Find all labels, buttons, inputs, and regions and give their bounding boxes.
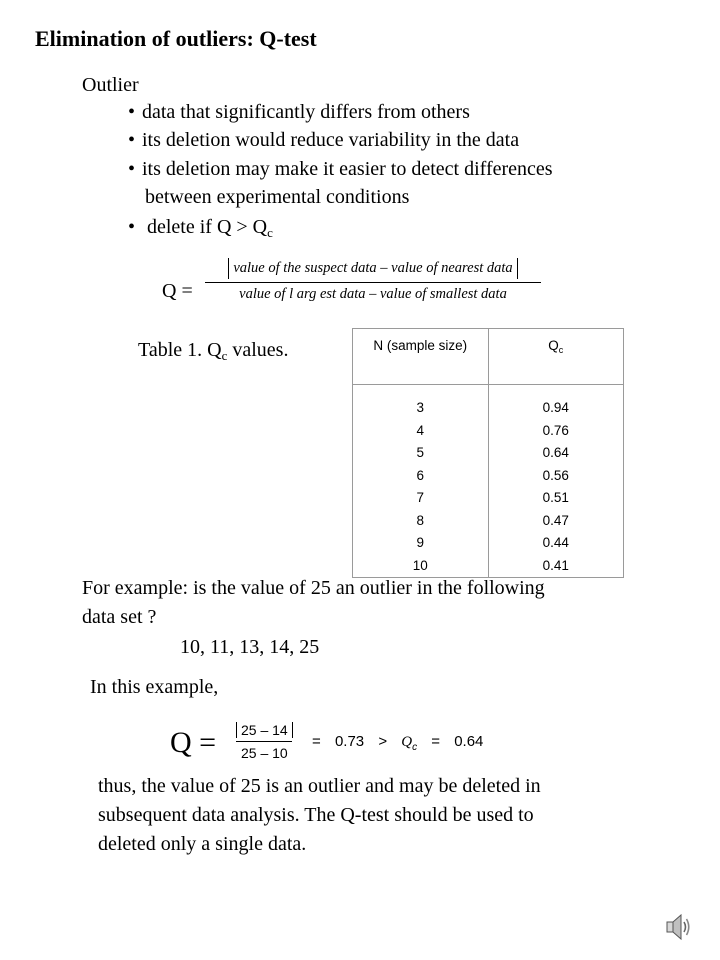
fraction-bar [205,282,541,283]
bullet-text: its deletion would reduce variability in the data [142,129,520,151]
equals-sign: = [431,733,441,750]
qc-symbol: Q [401,734,413,750]
q-formula-label: Q = [162,280,193,302]
table-header-row [353,329,624,385]
conclusion-line: deleted only a single data. [98,833,307,855]
qc-value: 0.56 [542,467,569,483]
qc-value: 0.47 [542,512,569,528]
n-value: 6 [416,467,424,483]
greater-than-sign: > [378,733,388,750]
qc-value: 0.41 [542,557,569,573]
fraction-bar [236,741,292,742]
n-value: 4 [416,422,424,438]
n-value: 8 [416,512,424,528]
example-question-cont: data set ? [82,606,157,628]
example-data-set: 10, 11, 13, 14, 25 [180,636,320,658]
subscript-c: c [558,345,564,355]
bullet-item: • delete if $Q > Q_c$ [128,216,273,240]
bullet-text: delete if Q > Q [142,216,268,238]
formula-numerator: value of the suspect data – value of nearest data [228,258,517,279]
outlier-heading: Outlier [82,74,139,96]
header-n: N (sample size) [353,329,489,385]
header-qc [488,329,624,385]
qc-value: 0.64 [542,445,569,460]
qc-value: 0.51 [542,490,569,505]
qc-value: 0.76 [542,422,569,438]
conclusion-line: subsequent data analysis. The Q-test should be used to [98,804,534,826]
caption-suffix: values. [227,339,289,361]
table-row [353,385,624,578]
example-result [312,733,493,753]
n-value: 3 [416,400,424,415]
n-value: 10 [412,557,428,573]
subscript-c: c [221,348,228,363]
example-numerator: 25 – 14 [236,722,293,738]
example-fraction [236,722,293,761]
conclusion-line: thus, the value of 25 is an outlier and may be deleted in [98,775,541,797]
table-caption [138,339,288,364]
qc-values-cell [488,385,624,578]
n-value: 5 [416,445,424,460]
example-qc-value: 0.64 [454,733,484,750]
qc-values-table [352,328,624,578]
example-denominator: 25 – 10 [241,745,288,762]
n-values-cell [353,385,489,578]
qc-value: 0.94 [542,400,569,415]
formula-denominator: value of l arg est data – value of smallest data [239,286,507,303]
example-intro: In this example, [90,676,219,698]
header-q-text: Q [548,338,559,353]
caption-text: Table 1. Q [138,339,222,361]
example-question: For example: is the value of 25 an outlier in the following [82,577,545,599]
bullet-continuation: between experimental conditions [145,186,410,208]
equals-sign: = [312,733,321,750]
speaker-icon[interactable] [666,912,692,942]
example-q-value: 0.73 [334,733,365,750]
bullet-item: • its deletion may make it easier to detect differences [128,158,553,180]
n-value: 7 [416,490,424,505]
subscript-c: c [267,225,273,240]
example-q-label: Q = [170,726,217,759]
bullet-text: its deletion may make it easier to detect differences [142,158,553,180]
bullet-item: • data that significantly differs from others [128,101,470,123]
n-value: 9 [416,535,424,550]
q-formula-fraction [205,258,541,303]
page-title: Elimination of outliers: Q-test [35,26,317,51]
qc-value: 0.44 [542,535,569,550]
bullet-item: • its deletion would reduce variability in the data [128,129,520,151]
bullet-text: data that significantly differs from others [142,101,470,123]
subscript-c: c [412,742,418,753]
